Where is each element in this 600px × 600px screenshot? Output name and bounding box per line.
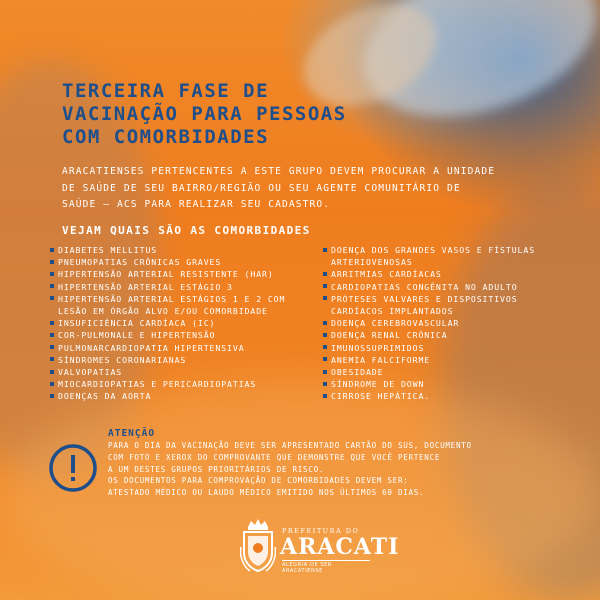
city-crest-icon (240, 517, 276, 573)
list-item: COR-PULMONALE E HIPERTENSÃO (50, 329, 315, 341)
attention-line-5: ATESTADO MÉDICO OU LAUDO MÉDICO EMITIDO NOS ÚLTIMOS 60 DIAS. (108, 488, 425, 498)
list-item: CIRROSE HEPÁTICA. (323, 390, 583, 402)
attention-line-3: A UM DESTES GRUPOS PRIORITÁRIOS DE RISCO. (108, 464, 325, 474)
list-item: HIPERTENSÃO ARTERIAL ESTÁGIOS 1 E 2 COM (50, 293, 315, 305)
comorbidities-list-right (323, 244, 583, 403)
attention-body (108, 440, 588, 499)
list-item: PULMONARCARDIOPATIA HIPERTENSIVA (50, 342, 315, 354)
attention-line-4: OS DOCUMENTOS PARA COMPROVAÇÃO DE COMORBIDADES DEVEM SER: (108, 476, 409, 486)
logo-city-name: ARACATI (280, 534, 400, 560)
list-item: HIPERTENSÃO ARTERIAL ESTÁGIO 3 (50, 281, 315, 293)
list-item: VALVOPATIAS (50, 366, 315, 378)
list-item: PNEUMOPATIAS CRÔNICAS GRAVES (50, 256, 315, 268)
list-item: DOENÇA CEREBROVASCULAR (323, 317, 583, 329)
attention-line-2: COM FOTO E XEROX DO COMPROVANTE QUE DEMONSTRE QUE VOCÊ PERTENCE (108, 452, 441, 462)
list-item-continuation: ARTERIOVENOSAS (331, 257, 413, 268)
intro-line-2: DE SAÚDE DE SEU BAIRRO/REGIÃO OU SEU AGENTE COMUNITÁRIO DE (62, 182, 461, 194)
city-logo (240, 515, 400, 575)
list-item: MIOCARDIOPATIAS E PERICARDIOPATIAS (50, 378, 315, 390)
title-line-1: TERCEIRA FASE DE (62, 80, 270, 102)
list-item: DOENÇAS DA AORTA (50, 390, 315, 402)
logo-tagline: ALEGRIA DE SER ARACATIENSE (282, 560, 370, 574)
title-line-3: COM COMORBIDADES (62, 126, 270, 148)
list-item: HIPERTENSÃO ARTERIAL RESISTENTE (HAR) (50, 268, 315, 280)
intro-line-3: SAÚDE – ACS PARA REALIZAR SEU CADASTRO. (62, 199, 331, 210)
list-item: IMUNOSSUPRIMIDOS (323, 342, 583, 354)
title-line-2: VACINAÇÃO PARA PESSOAS (62, 103, 347, 125)
comorbidities-heading: VEJAM QUAIS SÃO AS COMORBIDADES (62, 224, 311, 237)
list-item: DOENÇA DOS GRANDES VASOS E FÍSTULAS (323, 244, 583, 256)
list-item: ARRITMIAS CARDÍACAS (323, 268, 583, 280)
intro-line-1: ARACATIENSES PERTENCENTES A ESTE GRUPO DEVEM PROCURAR A UNIDADE (62, 166, 496, 177)
attention-line-1: PARA O DIA DA VACINAÇÃO DEVE SER APRESENTADO CARTÃO DO SUS, DOCUMENTO (108, 441, 472, 450)
list-item: SÍNDROME DE DOWN (323, 378, 583, 390)
exclamation-circle-icon (48, 443, 98, 493)
list-item: PRÓTESES VALVARES E DISPOSITIVOS (323, 293, 583, 305)
list-item: ANEMIA FALCIFORME (323, 354, 583, 366)
intro-text (62, 164, 582, 214)
list-item-continuation: LESÃO EM ÓRGÃO ALVO E/OU COMORBIDADE (58, 306, 268, 317)
list-item-continuation: CARDÍACOS IMPLANTADOS (331, 306, 454, 317)
comorbidities-list-left (50, 244, 315, 403)
attention-title: ATENÇÃO (108, 428, 156, 439)
page-title (62, 80, 347, 149)
list-item: INSUFICIÊNCIA CARDÍACA (IC) (50, 317, 315, 329)
list-item: SÍNDROMES CORONARIANAS (50, 354, 315, 366)
list-item: DIABETES MELLITUS (50, 244, 315, 256)
list-item: DOENÇA RENAL CRÔNICA (323, 329, 583, 341)
logo-small-text: PREFEITURA DO (282, 527, 360, 535)
list-item: OBESIDADE (323, 366, 583, 378)
list-item: CARDIOPATIAS CONGÊNITA NO ADULTO (323, 281, 583, 293)
